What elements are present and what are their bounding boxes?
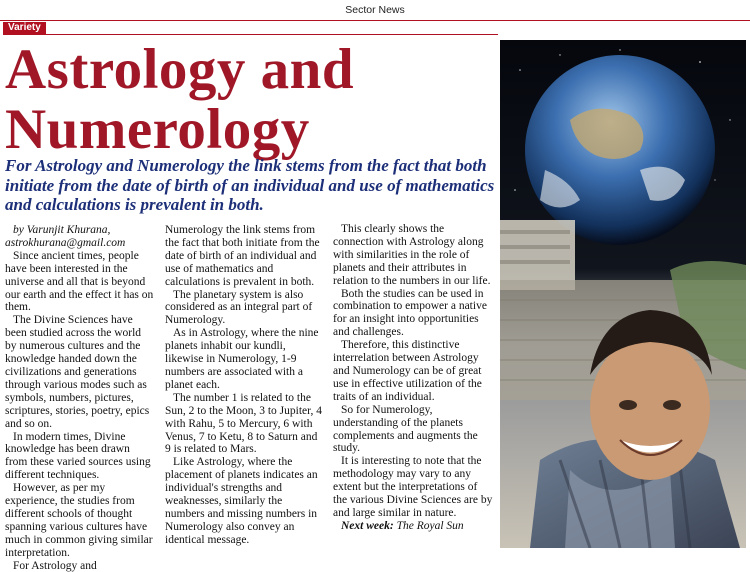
- paragraph: Both the studies can be used in combination to empower a native for an insight into opportunities and challenges.: [333, 287, 487, 339]
- paragraph: So for Numerology, understanding of the planets complements and augments the study.: [333, 403, 478, 455]
- header-rule: [0, 20, 750, 21]
- paragraph: In modern times, Divine knowledge has been drawn from these varied sources using different techniques.: [5, 430, 151, 482]
- paragraph: It is interesting to note that the methodology may vary to any extent but the interpretations of the various Divine Sciences are by and large similar in nature.: [333, 455, 493, 519]
- photo-illustration: [500, 40, 746, 548]
- paragraph: Since ancient times, people have been interested in the universe and all that is beyond our earth and the effect it has on them.: [5, 249, 154, 314]
- paragraph: Like Astrology, where the placement of planets indicates an individual's strengths and weaknesses, similarly the numbers and missing numbers in Numerology also convey an identical message.: [165, 456, 318, 546]
- author-photo-collage: [500, 40, 746, 548]
- page-header: [0, 0, 750, 19]
- paragraph: The number 1 is related to the Sun, 2 to the Moon, 3 to Jupiter, 4 with Rahu, 5 to Mercury, 6 with Venus, 7 to Ketu, 8 to Saturn and 9 is related to Mars.: [165, 391, 323, 456]
- byline-email: astrokhurana@gmail.com: [5, 236, 126, 249]
- section-rule: [3, 34, 498, 35]
- paragraph: The planetary system is also considered as an integral part of Numerology.: [165, 288, 313, 327]
- paragraph: This clearly shows the connection with Astrology along with similarities in the role of planets and their attributes in relation to the numbers in our life.: [333, 223, 491, 287]
- byline-author: by Varunjit Khurana,: [13, 224, 111, 236]
- headline: [5, 40, 500, 160]
- paragraph: Numerology the link stems from the fact that both initiate from the date of birth of an individual and use of mathematics and calculations is prevalent in both.: [165, 224, 320, 288]
- next-week-label: Next week:: [341, 519, 394, 532]
- deck-subheading: For Astrology and Numerology the link stems from the fact that both initiate from the date of birth of an individual and use of mathematics and calculations is prevalent in both.: [5, 156, 495, 214]
- article-column-1: [5, 224, 155, 572]
- headline-line-2: Numerology: [5, 98, 310, 161]
- publication-name: Sector News: [345, 4, 405, 16]
- article-column-2: [165, 224, 323, 547]
- section-badge: Variety: [3, 22, 46, 34]
- next-week-title: The Royal Sun: [396, 519, 464, 532]
- article-column-3: [333, 223, 493, 533]
- headline-line-1: Astrology and: [5, 38, 355, 101]
- paragraph: For Astrology and: [13, 559, 97, 572]
- paragraph: However, as per my experience, the studies from different schools of thought spanning various cultures have much in common giving similar interpretation.: [5, 482, 153, 559]
- next-week-teaser: [333, 520, 493, 533]
- paragraph: Therefore, this distinctive interrelation between Astrology and Numerology can be of great use in effective utilization of the traits of an individual.: [333, 339, 482, 403]
- paragraph: As in Astrology, where the nine planets inhabit our kundli, likewise in Numerology, 1-9 numbers are associated with a planet each.: [165, 327, 319, 391]
- paragraph: The Divine Sciences have been studied across the world by numerous cultures and the knowledge handed down the civilizations and generations through various modes such as symbols, numbers, pictures, scriptures, stories, poetry, epics and so on.: [5, 314, 150, 430]
